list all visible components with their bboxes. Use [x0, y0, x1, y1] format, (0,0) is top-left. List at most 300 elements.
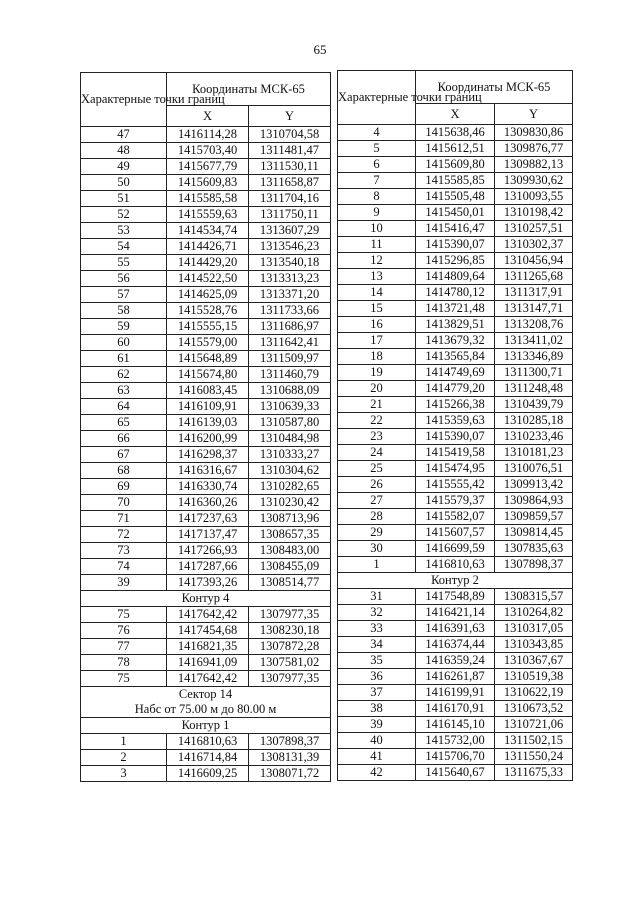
x-cell: 1416083,45	[167, 383, 249, 399]
x-cell: 1416810,63	[167, 734, 249, 750]
point-cell: 59	[81, 319, 167, 335]
table-row	[338, 429, 573, 445]
header-coordinates: Координаты МСК-65	[416, 71, 573, 104]
section-label: Сектор 14	[81, 687, 331, 703]
table-row	[338, 525, 573, 541]
point-cell: 32	[338, 605, 416, 621]
y-cell: 1310285,18	[495, 413, 573, 429]
x-cell: 1415559,63	[167, 207, 249, 223]
section-row	[81, 702, 331, 718]
y-cell: 1310343,85	[495, 637, 573, 653]
table-row	[81, 495, 331, 511]
y-cell: 1310093,55	[495, 189, 573, 205]
point-cell: 78	[81, 655, 167, 671]
y-cell: 1311550,24	[495, 749, 573, 765]
table-row	[338, 461, 573, 477]
point-cell: 27	[338, 493, 416, 509]
page-number: 65	[313, 42, 327, 57]
point-cell: 34	[338, 637, 416, 653]
table-row	[338, 141, 573, 157]
point-cell: 9	[338, 205, 416, 221]
y-cell: 1311265,68	[495, 269, 573, 285]
table-row	[81, 335, 331, 351]
x-cell: 1416170,91	[416, 701, 495, 717]
y-cell: 1307977,35	[249, 671, 331, 687]
table-row	[338, 317, 573, 333]
y-cell: 1313540,18	[249, 255, 331, 271]
table-row	[81, 655, 331, 671]
y-cell: 1310721,06	[495, 717, 573, 733]
point-cell: 26	[338, 477, 416, 493]
point-cell: 8	[338, 189, 416, 205]
y-cell: 1310704,58	[249, 127, 331, 143]
y-cell: 1311300,71	[495, 365, 573, 381]
x-cell: 1415505,48	[416, 189, 495, 205]
x-cell: 1415585,85	[416, 173, 495, 189]
x-cell: 1415609,80	[416, 157, 495, 173]
point-cell: 24	[338, 445, 416, 461]
section-row	[81, 718, 331, 734]
x-cell: 1416699,59	[416, 541, 495, 557]
table-row	[338, 397, 573, 413]
point-cell: 53	[81, 223, 167, 239]
y-cell: 1310456,94	[495, 253, 573, 269]
coordinates-table-left	[80, 72, 331, 782]
x-cell: 1414780,12	[416, 285, 495, 301]
y-cell: 1308071,72	[249, 766, 331, 782]
point-cell: 10	[338, 221, 416, 237]
table-row	[338, 285, 573, 301]
table-row	[81, 255, 331, 271]
point-cell: 20	[338, 381, 416, 397]
table-row	[338, 701, 573, 717]
y-cell: 1307872,28	[249, 639, 331, 655]
y-cell: 1313346,89	[495, 349, 573, 365]
x-cell: 1416145,10	[416, 717, 495, 733]
y-cell: 1310673,52	[495, 701, 573, 717]
x-cell: 1415555,42	[416, 477, 495, 493]
x-cell: 1415732,00	[416, 733, 495, 749]
x-cell: 1416714,84	[167, 750, 249, 766]
table-row	[338, 653, 573, 669]
x-cell: 1416316,67	[167, 463, 249, 479]
x-cell: 1416360,26	[167, 495, 249, 511]
x-cell: 1416139,03	[167, 415, 249, 431]
y-cell: 1310484,98	[249, 431, 331, 447]
y-cell: 1313371,20	[249, 287, 331, 303]
x-cell: 1416298,37	[167, 447, 249, 463]
y-cell: 1313208,76	[495, 317, 573, 333]
y-cell: 1310198,42	[495, 205, 573, 221]
point-cell: 68	[81, 463, 167, 479]
x-cell: 1417137,47	[167, 527, 249, 543]
point-cell: 16	[338, 317, 416, 333]
section-label: Контур 4	[81, 591, 331, 607]
table-row	[81, 271, 331, 287]
x-cell: 1416941,09	[167, 655, 249, 671]
point-cell: 70	[81, 495, 167, 511]
table-row	[338, 749, 573, 765]
point-cell: 75	[81, 607, 167, 623]
point-cell: 60	[81, 335, 167, 351]
table-row	[81, 447, 331, 463]
point-cell: 73	[81, 543, 167, 559]
table-row	[338, 365, 573, 381]
table-row	[338, 333, 573, 349]
point-cell: 15	[338, 301, 416, 317]
x-cell: 1417548,89	[416, 589, 495, 605]
x-cell: 1416114,28	[167, 127, 249, 143]
y-cell: 1310282,65	[249, 479, 331, 495]
point-cell: 62	[81, 367, 167, 383]
point-cell: 38	[338, 701, 416, 717]
x-cell: 1416421,14	[416, 605, 495, 621]
point-cell: 74	[81, 559, 167, 575]
x-cell: 1415419,58	[416, 445, 495, 461]
y-cell: 1310181,23	[495, 445, 573, 461]
y-cell: 1308131,39	[249, 750, 331, 766]
table-row	[338, 173, 573, 189]
point-cell: 19	[338, 365, 416, 381]
y-cell: 1310257,51	[495, 221, 573, 237]
y-cell: 1310439,79	[495, 397, 573, 413]
y-cell: 1310264,82	[495, 605, 573, 621]
point-cell: 63	[81, 383, 167, 399]
point-cell: 72	[81, 527, 167, 543]
point-cell: 49	[81, 159, 167, 175]
table-row	[81, 639, 331, 655]
x-cell: 1415474,95	[416, 461, 495, 477]
point-cell: 14	[338, 285, 416, 301]
x-cell: 1416374,44	[416, 637, 495, 653]
point-cell: 12	[338, 253, 416, 269]
x-cell: 1415582,07	[416, 509, 495, 525]
x-cell: 1414429,20	[167, 255, 249, 271]
x-cell: 1414749,69	[416, 365, 495, 381]
table-row	[81, 303, 331, 319]
point-cell: 6	[338, 157, 416, 173]
table-row	[81, 623, 331, 639]
table-row	[338, 413, 573, 429]
point-cell: 11	[338, 237, 416, 253]
x-cell: 1414534,74	[167, 223, 249, 239]
y-cell: 1310317,05	[495, 621, 573, 637]
point-cell: 23	[338, 429, 416, 445]
y-cell: 1313546,23	[249, 239, 331, 255]
table-row	[81, 431, 331, 447]
point-cell: 71	[81, 511, 167, 527]
table-row	[338, 477, 573, 493]
table-row	[338, 733, 573, 749]
x-cell: 1414809,64	[416, 269, 495, 285]
point-cell: 42	[338, 765, 416, 781]
x-cell: 1415703,40	[167, 143, 249, 159]
y-cell: 1309913,42	[495, 477, 573, 493]
y-cell: 1310587,80	[249, 415, 331, 431]
point-cell: 52	[81, 207, 167, 223]
x-cell: 1414426,71	[167, 239, 249, 255]
table-row	[338, 381, 573, 397]
x-cell: 1415450,01	[416, 205, 495, 221]
y-cell: 1313607,29	[249, 223, 331, 239]
point-cell: 58	[81, 303, 167, 319]
x-cell: 1416109,91	[167, 399, 249, 415]
y-cell: 1311530,11	[249, 159, 331, 175]
x-cell: 1415416,47	[416, 221, 495, 237]
x-cell: 1417642,42	[167, 607, 249, 623]
point-cell: 28	[338, 509, 416, 525]
point-cell: 36	[338, 669, 416, 685]
table-row	[338, 621, 573, 637]
point-cell: 37	[338, 685, 416, 701]
x-cell: 1416821,35	[167, 639, 249, 655]
section-label: Контур 2	[338, 573, 573, 589]
table-row	[338, 717, 573, 733]
table-row	[338, 269, 573, 285]
table-row	[81, 543, 331, 559]
point-cell: 1	[338, 557, 416, 573]
point-cell: 39	[81, 575, 167, 591]
table-row	[338, 221, 573, 237]
y-cell: 1311686,97	[249, 319, 331, 335]
section-row	[81, 591, 331, 607]
x-cell: 1415579,00	[167, 335, 249, 351]
table-row	[81, 239, 331, 255]
y-cell: 1309930,62	[495, 173, 573, 189]
x-cell: 1414779,20	[416, 381, 495, 397]
point-cell: 35	[338, 653, 416, 669]
y-cell: 1311248,48	[495, 381, 573, 397]
x-cell: 1413565,84	[416, 349, 495, 365]
table-row	[81, 463, 331, 479]
point-cell: 30	[338, 541, 416, 557]
y-cell: 1310333,27	[249, 447, 331, 463]
table-row	[338, 605, 573, 621]
table-row	[81, 191, 331, 207]
point-cell: 67	[81, 447, 167, 463]
table-row	[81, 734, 331, 750]
x-cell: 1416200,99	[167, 431, 249, 447]
point-cell: 18	[338, 349, 416, 365]
header-y: Y	[495, 104, 573, 125]
y-cell: 1309814,45	[495, 525, 573, 541]
header-x: X	[416, 104, 495, 125]
table-row	[81, 319, 331, 335]
x-cell: 1415579,37	[416, 493, 495, 509]
y-cell: 1311317,91	[495, 285, 573, 301]
header-points: Характерные точки границ	[81, 73, 167, 127]
y-cell: 1309864,93	[495, 493, 573, 509]
point-cell: 56	[81, 271, 167, 287]
x-cell: 1416261,87	[416, 669, 495, 685]
header-x: X	[167, 106, 249, 127]
header-coordinates: Координаты МСК-65	[167, 73, 331, 106]
y-cell: 1310519,38	[495, 669, 573, 685]
point-cell: 7	[338, 173, 416, 189]
point-cell: 57	[81, 287, 167, 303]
x-cell: 1416330,74	[167, 479, 249, 495]
y-cell: 1313313,23	[249, 271, 331, 287]
x-cell: 1413679,32	[416, 333, 495, 349]
y-cell: 1313411,02	[495, 333, 573, 349]
point-cell: 54	[81, 239, 167, 255]
x-cell: 1415359,63	[416, 413, 495, 429]
x-cell: 1416810,63	[416, 557, 495, 573]
point-cell: 17	[338, 333, 416, 349]
table-row	[81, 575, 331, 591]
table-row	[81, 207, 331, 223]
table-row	[338, 253, 573, 269]
y-cell: 1310076,51	[495, 461, 573, 477]
x-cell: 1416199,91	[416, 685, 495, 701]
x-cell: 1416359,24	[416, 653, 495, 669]
point-cell: 61	[81, 351, 167, 367]
table-row	[81, 607, 331, 623]
y-cell: 1308657,35	[249, 527, 331, 543]
y-cell: 1311509,97	[249, 351, 331, 367]
point-cell: 77	[81, 639, 167, 655]
point-cell: 25	[338, 461, 416, 477]
y-cell: 1310688,09	[249, 383, 331, 399]
point-cell: 75	[81, 671, 167, 687]
x-cell: 1417287,66	[167, 559, 249, 575]
table-row	[81, 479, 331, 495]
y-cell: 1310230,42	[249, 495, 331, 511]
point-cell: 76	[81, 623, 167, 639]
x-cell: 1415706,70	[416, 749, 495, 765]
table-row	[338, 157, 573, 173]
table-row	[338, 189, 573, 205]
table-row	[81, 143, 331, 159]
table-row	[81, 159, 331, 175]
y-cell: 1311460,79	[249, 367, 331, 383]
y-cell: 1309876,77	[495, 141, 573, 157]
table-row	[81, 750, 331, 766]
table-row	[338, 541, 573, 557]
table-row	[81, 399, 331, 415]
x-cell: 1415638,46	[416, 125, 495, 141]
x-cell: 1415648,89	[167, 351, 249, 367]
x-cell: 1415609,83	[167, 175, 249, 191]
point-cell: 64	[81, 399, 167, 415]
header-points: Характерные точки границ	[338, 71, 416, 125]
point-cell: 22	[338, 413, 416, 429]
x-cell: 1417454,68	[167, 623, 249, 639]
y-cell: 1307835,63	[495, 541, 573, 557]
x-cell: 1415640,67	[416, 765, 495, 781]
y-cell: 1313147,71	[495, 301, 573, 317]
x-cell: 1415296,85	[416, 253, 495, 269]
x-cell: 1413721,48	[416, 301, 495, 317]
section-row	[338, 573, 573, 589]
y-cell: 1308230,18	[249, 623, 331, 639]
y-cell: 1307581,02	[249, 655, 331, 671]
x-cell: 1415528,76	[167, 303, 249, 319]
x-cell: 1415585,58	[167, 191, 249, 207]
table-row	[81, 351, 331, 367]
table-row	[81, 223, 331, 239]
point-cell: 31	[338, 589, 416, 605]
x-cell: 1417266,93	[167, 543, 249, 559]
y-cell: 1307977,35	[249, 607, 331, 623]
y-cell: 1307898,37	[495, 557, 573, 573]
point-cell: 66	[81, 431, 167, 447]
y-cell: 1309830,86	[495, 125, 573, 141]
table-row	[81, 383, 331, 399]
x-cell: 1414522,50	[167, 271, 249, 287]
point-cell: 48	[81, 143, 167, 159]
point-cell: 3	[81, 766, 167, 782]
point-cell: 33	[338, 621, 416, 637]
y-cell: 1311658,87	[249, 175, 331, 191]
coordinates-table-right	[337, 70, 573, 781]
table-row	[81, 287, 331, 303]
x-cell: 1415390,07	[416, 237, 495, 253]
x-cell: 1415677,79	[167, 159, 249, 175]
point-cell: 29	[338, 525, 416, 541]
y-cell: 1311481,47	[249, 143, 331, 159]
point-cell: 2	[81, 750, 167, 766]
x-cell: 1416609,25	[167, 766, 249, 782]
x-cell: 1417237,63	[167, 511, 249, 527]
right-table-body	[338, 125, 573, 781]
section-label: Набс от 75.00 м до 80.00 м	[81, 702, 331, 718]
table-row	[338, 493, 573, 509]
y-cell: 1310233,46	[495, 429, 573, 445]
y-cell: 1308514,77	[249, 575, 331, 591]
header-y: Y	[249, 106, 331, 127]
point-cell: 51	[81, 191, 167, 207]
x-cell: 1415612,51	[416, 141, 495, 157]
y-cell: 1311675,33	[495, 765, 573, 781]
x-cell: 1417642,42	[167, 671, 249, 687]
table-row	[338, 589, 573, 605]
point-cell: 47	[81, 127, 167, 143]
table-row	[81, 527, 331, 543]
y-cell: 1311704,16	[249, 191, 331, 207]
y-cell: 1311750,11	[249, 207, 331, 223]
point-cell: 65	[81, 415, 167, 431]
table-row	[81, 127, 331, 143]
table-row	[81, 511, 331, 527]
point-cell: 39	[338, 717, 416, 733]
left-table-body	[81, 127, 331, 782]
point-cell: 50	[81, 175, 167, 191]
y-cell: 1308483,00	[249, 543, 331, 559]
x-cell: 1413829,51	[416, 317, 495, 333]
y-cell: 1310302,37	[495, 237, 573, 253]
y-cell: 1310367,67	[495, 653, 573, 669]
table-row	[338, 637, 573, 653]
table-row	[81, 415, 331, 431]
point-cell: 4	[338, 125, 416, 141]
point-cell: 55	[81, 255, 167, 271]
table-row	[81, 766, 331, 782]
y-cell: 1310304,62	[249, 463, 331, 479]
point-cell: 41	[338, 749, 416, 765]
table-row	[338, 237, 573, 253]
point-cell: 5	[338, 141, 416, 157]
x-cell: 1415607,57	[416, 525, 495, 541]
table-row	[338, 557, 573, 573]
table-row	[338, 445, 573, 461]
y-cell: 1311733,66	[249, 303, 331, 319]
section-row	[81, 687, 331, 703]
y-cell: 1310639,33	[249, 399, 331, 415]
table-row	[81, 175, 331, 191]
y-cell: 1311642,41	[249, 335, 331, 351]
x-cell: 1415266,38	[416, 397, 495, 413]
